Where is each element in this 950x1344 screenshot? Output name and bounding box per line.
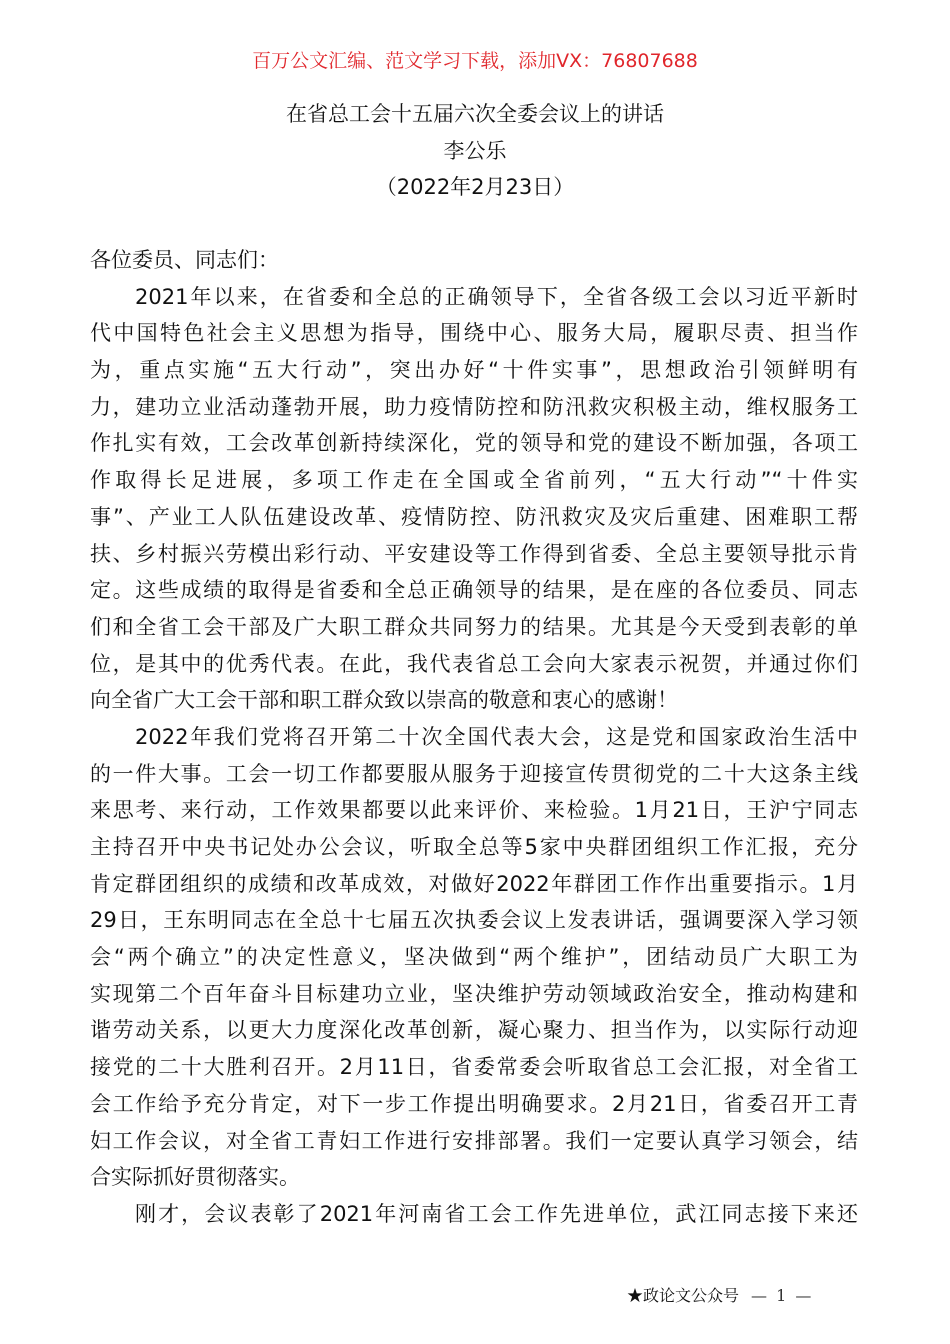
speech-author: 李公乐 <box>443 139 507 163</box>
salutation: 各位委员、同志们： <box>90 248 279 272</box>
paragraph-1-line: 代中国特色社会主义思想为指导，围绕中心、服务大局，履职尽责、担当作 <box>90 321 858 346</box>
paragraph-2-line: 实现第二个百年奋斗目标建功立业，坚决维护劳动领域政治安全，推动构建和 <box>90 981 858 1006</box>
paragraph-2-line: 合实际抓好贯彻落实。 <box>90 1165 300 1190</box>
paragraph-1-line: 扶、乡村振兴劳模出彩行动、平安建设等工作得到省委、全总主要领导批示肯 <box>90 541 858 566</box>
speech-title: 在省总工会十五届六次全委会议上的讲话 <box>286 102 664 126</box>
paragraph-2-line: 主持召开中央书记处办公会议，听取全总等5家中央群团组织工作汇报，充分 <box>90 835 858 859</box>
paragraph-1-line: 事”、产业工人队伍建设改革、疫情防控、防汛救灾及灾后重建、困难职工帮 <box>90 504 858 529</box>
paragraph-1-line: 作扎实有效，工会改革创新持续深化，党的领导和党的建设不断加强，各项工 <box>90 431 858 456</box>
paragraph-1-line: 为，重点实施“五大行动”，突出办好“十件实事”，思想政治引领鲜明有 <box>90 358 858 383</box>
page-number: — 1 — <box>751 1286 814 1305</box>
speech-date: （2022年2月23日） <box>375 175 575 199</box>
paragraph-1-line: 们和全省工会干部及广大职工群众共同努力的结果。尤其是今天受到表彰的单 <box>90 614 858 639</box>
paragraph-1-line: 定。这些成绩的取得是省委和全总正确领导的结果，是在座的各位委员、同志 <box>90 578 858 603</box>
paragraph-2-line: 接党的二十大胜利召开。2月11日，省委常委会听取省总工会汇报，对全省工 <box>90 1055 858 1080</box>
document-body <box>90 242 858 1233</box>
watermark-header: 百万公文汇编、范文学习下载，添加VX：76807688 <box>252 50 698 72</box>
paragraph-2-line: 2022年我们党将召开第二十次全国代表大会，这是党和国家政治生活中 <box>135 724 858 749</box>
paragraph-1-line: 2021年以来，在省委和全总的正确领导下，全省各级工会以习近平新时 <box>135 284 858 309</box>
paragraph-3-line: 刚才，会议表彰了2021年河南省工会工作先进单位，武江同志接下来还 <box>135 1201 858 1226</box>
paragraph-1-line: 作取得长足进展，多项工作走在全国或全省前列，“五大行动”“十件实 <box>90 468 858 493</box>
page-footer <box>627 1283 813 1306</box>
paragraph-2-line: 谐劳动关系，以更大力度深化改革创新，凝心聚力、担当作为，以实际行动迎 <box>90 1018 858 1043</box>
paragraph-2-line: 会“两个确立”的决定性意义，坚决做到“两个维护”，团结动员广大职工为 <box>90 945 858 970</box>
paragraph-2-line: 来思考、来行动，工作效果都要以此来评价、来检验。1月21日，王沪宁同志 <box>90 798 858 823</box>
footer-source: ★政论文公众号 <box>627 1286 740 1305</box>
paragraph-1-line: 向全省广大工会干部和职工群众致以崇高的敬意和衷心的感谢！ <box>90 688 678 713</box>
paragraph-2-line: 会工作给予充分肯定，对下一步工作提出明确要求。2月21日，省委召开工青 <box>90 1091 858 1116</box>
paragraph-2-line: 肯定群团组织的成绩和改革成效，对做好2022年群团工作作出重要指示。1月 <box>90 871 858 896</box>
paragraph-1-line: 力，建功立业活动蓬勃开展，助力疫情防控和防汛救灾积极主动，维权服务工 <box>90 394 858 419</box>
paragraph-2-line: 的一件大事。工会一切工作都要服从服务于迎接宣传贯彻党的二十大这条主线 <box>90 761 858 786</box>
paragraph-2-line: 29日，王东明同志在全总十七届五次执委会议上发表讲话，强调要深入学习领 <box>90 908 858 933</box>
paragraph-2-line: 妇工作会议，对全省工青妇工作进行安排部署。我们一定要认真学习领会，结 <box>90 1128 858 1153</box>
paragraph-1-line: 位，是其中的优秀代表。在此，我代表省总工会向大家表示祝贺，并通过你们 <box>90 651 858 676</box>
